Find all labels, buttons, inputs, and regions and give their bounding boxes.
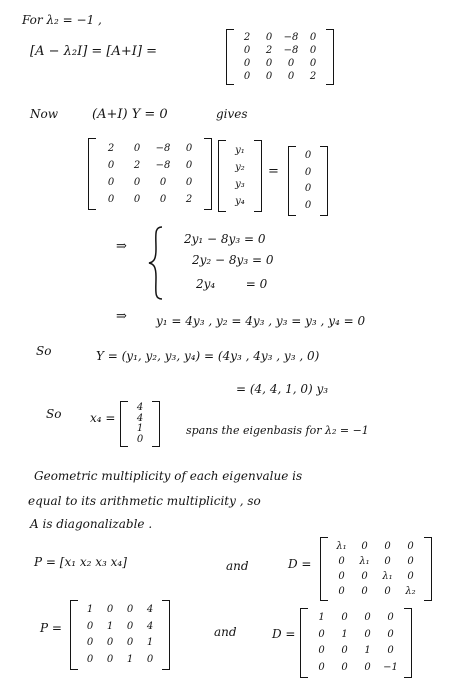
matrix-cell: λ₁: [336, 540, 347, 552]
eigenvector-x4: [120, 401, 160, 447]
matrix-cell: −8: [155, 159, 171, 171]
matrix-cell: 0: [126, 604, 134, 616]
matrix-cell: 0: [384, 585, 391, 597]
matrix-cell: 0: [243, 70, 251, 82]
p-symbolic-definition: P = [x₁ x₂ x₃ x₄]: [34, 555, 127, 569]
matrix-entries: [228, 142, 252, 210]
system-equation-1: 2y₁ − 8y₃ = 0: [184, 232, 266, 246]
matrix-cell: 4: [146, 620, 154, 632]
matrix-cell: 0: [304, 150, 312, 162]
matrix-cell: 0: [387, 612, 394, 624]
spans-eigenbasis-text: spans the eigenbasis for λ₂ = −1: [186, 424, 369, 437]
matrix-cell: −8: [283, 31, 299, 43]
matrix-cell: 0: [341, 661, 348, 673]
implies-arrow-1: ⇒: [116, 239, 127, 254]
bracket-left: [120, 401, 128, 447]
d-label-2: D =: [272, 627, 296, 641]
matrix-cell: 0: [304, 199, 312, 211]
implies-arrow-2: ⇒: [116, 309, 127, 324]
matrix-cell: y₄: [235, 195, 245, 207]
bracket-right: [152, 401, 160, 447]
homogeneous-equation: (A+I) Y = 0: [92, 107, 168, 122]
matrix-cell: 1: [136, 423, 144, 435]
bracket-left: [320, 537, 328, 601]
bracket-left: [88, 138, 96, 210]
bracket-left: [218, 140, 226, 212]
matrix-cell: 0: [133, 193, 141, 205]
matrix-cell: 0: [136, 433, 144, 445]
matrix-d-numeric: [300, 608, 412, 678]
matrix-cell: 0: [243, 57, 251, 69]
matrix-cell: 1: [146, 637, 154, 649]
matrix-cell: 0: [265, 70, 273, 82]
matrix-entries: [330, 539, 422, 599]
so-label-2: So: [46, 407, 62, 421]
matrix-cell: 0: [86, 653, 94, 665]
matrix-cell: 1: [126, 653, 134, 665]
bracket-right: [162, 600, 170, 670]
matrix-cell: 0: [243, 44, 251, 56]
bracket-left: [70, 600, 78, 670]
bracket-right: [424, 537, 432, 601]
matrix-cell: 0: [318, 661, 325, 673]
so-label-1: So: [36, 344, 52, 358]
p-label-2: P =: [40, 621, 62, 635]
matrix-cell: 0: [407, 555, 414, 567]
matrix-cell: −8: [283, 44, 299, 56]
matrix-cell: 0: [309, 31, 317, 43]
conclusion-line-2: equal to its arithmetic multiplicity , so: [28, 494, 261, 508]
matrix-entries: [236, 31, 324, 83]
matrix-cell: 0: [185, 142, 193, 154]
zero-vector: [288, 146, 328, 216]
matrix-cell: 0: [107, 159, 115, 171]
matrix-cell: 0: [133, 176, 141, 188]
matrix-cell: 0: [364, 628, 371, 640]
matrix-cell: 0: [107, 176, 115, 188]
matrix-cell: 2: [133, 159, 141, 171]
matrix-cell: 0: [361, 570, 368, 582]
bracket-right: [320, 146, 328, 216]
matrix-cell: 2: [107, 142, 115, 154]
matrix-cell: 2: [185, 193, 193, 205]
matrix-entries: [130, 403, 150, 445]
matrix-cell: 0: [384, 540, 391, 552]
matrix-cell: 0: [185, 159, 193, 171]
matrix-cell: 0: [387, 628, 394, 640]
matrix-cell: 0: [159, 193, 167, 205]
bracket-left: [288, 146, 296, 216]
matrix-cell: 0: [407, 540, 414, 552]
matrix-cell: 0: [107, 193, 115, 205]
matrix-cell: 0: [309, 44, 317, 56]
matrix-cell: 0: [126, 620, 134, 632]
matrix-cell: 1: [318, 612, 325, 624]
matrix-cell: 0: [126, 637, 134, 649]
matrix-cell: 0: [407, 570, 414, 582]
bracket-left: [226, 29, 234, 85]
eigenvector-y-general: Y = (y₁, y₂, y₃, y₄) = (4y₃ , 4y₃ , y₃ , 0): [96, 349, 320, 363]
vector-y: [218, 140, 262, 212]
equals-sign: =: [268, 164, 279, 179]
matrix-cell: 0: [304, 166, 312, 178]
matrix-cell: −1: [383, 661, 398, 673]
matrix-cell: 4: [146, 604, 154, 616]
matrix-cell: 0: [361, 585, 368, 597]
system-brace: [146, 225, 166, 301]
matrix-cell: 0: [318, 645, 325, 657]
matrix-cell: 1: [86, 604, 94, 616]
matrix-cell: 0: [265, 57, 273, 69]
matrix-entries: [310, 610, 402, 676]
matrix-cell: 0: [106, 637, 114, 649]
matrix-cell: 0: [106, 653, 114, 665]
matrix-cell: 0: [304, 183, 312, 195]
matrix-cell: 0: [318, 628, 325, 640]
matrix-cell: 0: [364, 612, 371, 624]
matrix-cell: 4: [136, 412, 144, 424]
solution-line: y₁ = 4y₃ , y₂ = 4y₃ , y₃ = y₃ , y₄ = 0: [156, 314, 366, 328]
matrix-d-symbolic: [320, 537, 432, 601]
matrix-cell: 0: [341, 645, 348, 657]
and-label-1: and: [226, 559, 249, 573]
matrix-cell: 0: [364, 661, 371, 673]
matrix-cell: 0: [338, 585, 345, 597]
matrix-cell: 4: [136, 402, 144, 414]
matrix-cell: 2: [309, 70, 317, 82]
matrix-a-plus-i-system: [88, 138, 212, 210]
eigenvector-y-scaled: = (4, 4, 1, 0) y₃: [236, 382, 329, 396]
matrix-cell: y₂: [235, 161, 245, 173]
matrix-entries: [80, 602, 160, 668]
x4-label: x₄ =: [90, 411, 116, 425]
matrix-cell: 0: [86, 637, 94, 649]
gives-label: gives: [216, 107, 248, 121]
conclusion-line-3: A is diagonalizable .: [30, 517, 153, 531]
bracket-right: [204, 138, 212, 210]
matrix-cell: λ₁: [382, 570, 393, 582]
matrix-cell: y₁: [235, 144, 245, 156]
bracket-right: [254, 140, 262, 212]
and-label-2: and: [214, 625, 237, 639]
matrix-cell: 0: [341, 612, 348, 624]
matrix-cell: 0: [361, 540, 368, 552]
matrix-cell: 0: [287, 57, 295, 69]
matrix-cell: y₃: [235, 178, 245, 190]
system-equation-3: 2y₄ = 0: [196, 277, 268, 291]
bracket-left: [300, 608, 308, 678]
matrix-entries: [98, 140, 202, 208]
matrix-cell: 0: [387, 645, 394, 657]
bracket-right: [326, 29, 334, 85]
matrix-cell: λ₂: [405, 585, 416, 597]
matrix-p-numeric: [70, 600, 170, 670]
matrix-cell: λ₁: [359, 555, 370, 567]
matrix-cell: 0: [133, 142, 141, 154]
matrix-entries: [298, 148, 318, 214]
d-label-1: D =: [288, 557, 312, 571]
a-minus-lambda-equation: [A − λ₂I] = [A+I] =: [30, 44, 158, 59]
matrix-cell: 0: [265, 31, 273, 43]
matrix-cell: 0: [86, 620, 94, 632]
matrix-cell: −8: [155, 142, 171, 154]
bracket-right: [404, 608, 412, 678]
matrix-cell: 0: [287, 70, 295, 82]
matrix-cell: 0: [159, 176, 167, 188]
matrix-cell: 0: [146, 653, 154, 665]
matrix-cell: 0: [384, 555, 391, 567]
matrix-cell: 1: [106, 620, 114, 632]
matrix-cell: 1: [341, 628, 348, 640]
matrix-cell: 0: [106, 604, 114, 616]
system-equation-2: 2y₂ − 8y₃ = 0: [192, 253, 274, 267]
matrix-cell: 2: [265, 44, 273, 56]
matrix-cell: 0: [185, 176, 193, 188]
matrix-cell: 0: [309, 57, 317, 69]
matrix-cell: 0: [338, 555, 345, 567]
matrix-cell: 0: [338, 570, 345, 582]
matrix-cell: 1: [364, 645, 371, 657]
matrix-cell: 2: [243, 31, 251, 43]
now-label: Now: [30, 107, 58, 121]
for-lambda2-heading: For λ₂ = −1 ,: [22, 13, 102, 27]
conclusion-line-1: Geometric multiplicity of each eigenvalue is: [34, 469, 303, 483]
matrix-a-plus-i: [226, 29, 334, 85]
